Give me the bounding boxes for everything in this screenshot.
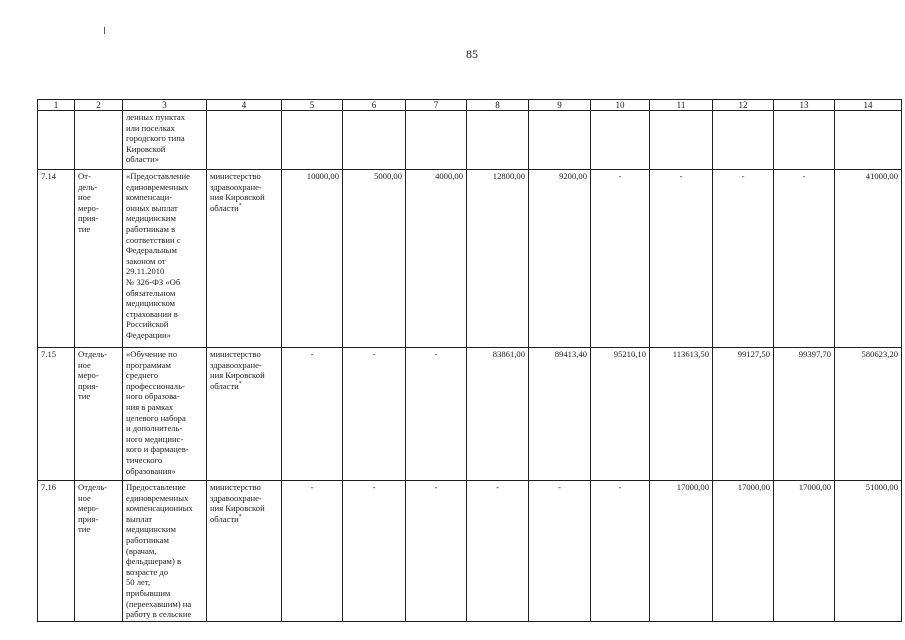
row-number — [38, 111, 75, 170]
value-cell: - — [343, 481, 406, 622]
table-row — [38, 170, 902, 348]
col-header: 7 — [406, 100, 467, 111]
row-executor: министерство здравоохране- ния Кировской области — [210, 171, 265, 213]
value-cell — [282, 111, 343, 170]
value-cell: 17000,00 — [713, 481, 774, 622]
row-executor — [207, 111, 282, 170]
value-cell — [467, 111, 529, 170]
value-cell: 4000,00 — [406, 170, 467, 348]
footnote-mark: * — [238, 380, 242, 387]
col-header: 5 — [282, 100, 343, 111]
table-row — [38, 348, 902, 481]
row-description: Предоставление единовременных компенсационных выплат медицинским работникам (врачам, фельдшерам) в возрасте до 50 лет, прибывшим (переехавшим) на работу в сельские — [123, 481, 207, 622]
value-cell — [774, 111, 835, 170]
row-number: 7.14 — [38, 170, 75, 348]
value-cell: 5000,00 — [343, 170, 406, 348]
value-cell: 41000,00 — [835, 170, 902, 348]
table-row — [38, 481, 902, 622]
col-header: 3 — [123, 100, 207, 111]
value-cell — [591, 111, 650, 170]
scan-mark — [104, 27, 105, 34]
row-executor: министерство здравоохране- ния Кировской области — [210, 349, 265, 391]
value-cell: 99127,50 — [713, 348, 774, 481]
col-header: 13 — [774, 100, 835, 111]
value-cell: - — [650, 170, 713, 348]
col-header: 4 — [207, 100, 282, 111]
column-number-row — [38, 100, 902, 111]
program-table — [37, 99, 902, 622]
row-description: «Предоставление единовременных компенсаци- онных выплат медицинским работникам в соответствии с Федеральным законом от 29.11.2010 № 326-ФЗ «Об обязательном медицинском страховании в Российской Федерации» — [123, 170, 207, 348]
value-cell: 89413,40 — [529, 348, 591, 481]
row-description: «Обучение по программам среднего профессиональ- ного образова- ния в рамках целевого набора и дополнитель- ного медицинс- кого и фармацев- тического образования» — [123, 348, 207, 481]
value-cell: 580623,20 — [835, 348, 902, 481]
col-header: 11 — [650, 100, 713, 111]
value-cell — [713, 111, 774, 170]
col-header: 1 — [38, 100, 75, 111]
row-executor-cell — [207, 348, 282, 481]
value-cell: 17000,00 — [650, 481, 713, 622]
value-cell: - — [406, 348, 467, 481]
value-cell — [406, 111, 467, 170]
value-cell: 12800,00 — [467, 170, 529, 348]
col-header: 14 — [835, 100, 902, 111]
row-description: ленных пунктах или поселках городского типа Кировской области» — [123, 111, 207, 170]
col-header: 2 — [75, 100, 123, 111]
value-cell — [650, 111, 713, 170]
col-header: 6 — [343, 100, 406, 111]
footnote-mark: * — [238, 202, 242, 209]
row-executor-cell — [207, 170, 282, 348]
value-cell: - — [282, 481, 343, 622]
row-type: Отдель- ное меро- прия- тие — [75, 348, 123, 481]
value-cell: 113613,50 — [650, 348, 713, 481]
value-cell: - — [591, 481, 650, 622]
row-executor-cell — [207, 481, 282, 622]
value-cell: - — [467, 481, 529, 622]
row-type: От- дель- ное меро- прия- тие — [75, 170, 123, 348]
value-cell: - — [529, 481, 591, 622]
value-cell: 17000,00 — [774, 481, 835, 622]
value-cell: - — [343, 348, 406, 481]
value-cell: 51000,00 — [835, 481, 902, 622]
value-cell: - — [282, 348, 343, 481]
value-cell: - — [591, 170, 650, 348]
value-cell — [835, 111, 902, 170]
row-type — [75, 111, 123, 170]
value-cell: 9200,00 — [529, 170, 591, 348]
value-cell — [529, 111, 591, 170]
value-cell: 10000,00 — [282, 170, 343, 348]
row-executor: министерство здравоохране- ния Кировской области — [210, 482, 265, 524]
col-header: 12 — [713, 100, 774, 111]
row-number: 7.16 — [38, 481, 75, 622]
row-number: 7.15 — [38, 348, 75, 481]
value-cell: - — [774, 170, 835, 348]
row-type: Отдель- ное меро- прия- тие — [75, 481, 123, 622]
col-header: 8 — [467, 100, 529, 111]
value-cell: 99397,70 — [774, 348, 835, 481]
value-cell: - — [713, 170, 774, 348]
table-row — [38, 111, 902, 170]
page-number: 85 — [466, 47, 478, 61]
value-cell: 83861,00 — [467, 348, 529, 481]
col-header: 9 — [529, 100, 591, 111]
footnote-mark: * — [238, 513, 242, 520]
value-cell: - — [406, 481, 467, 622]
value-cell — [343, 111, 406, 170]
value-cell: 95210,10 — [591, 348, 650, 481]
col-header: 10 — [591, 100, 650, 111]
